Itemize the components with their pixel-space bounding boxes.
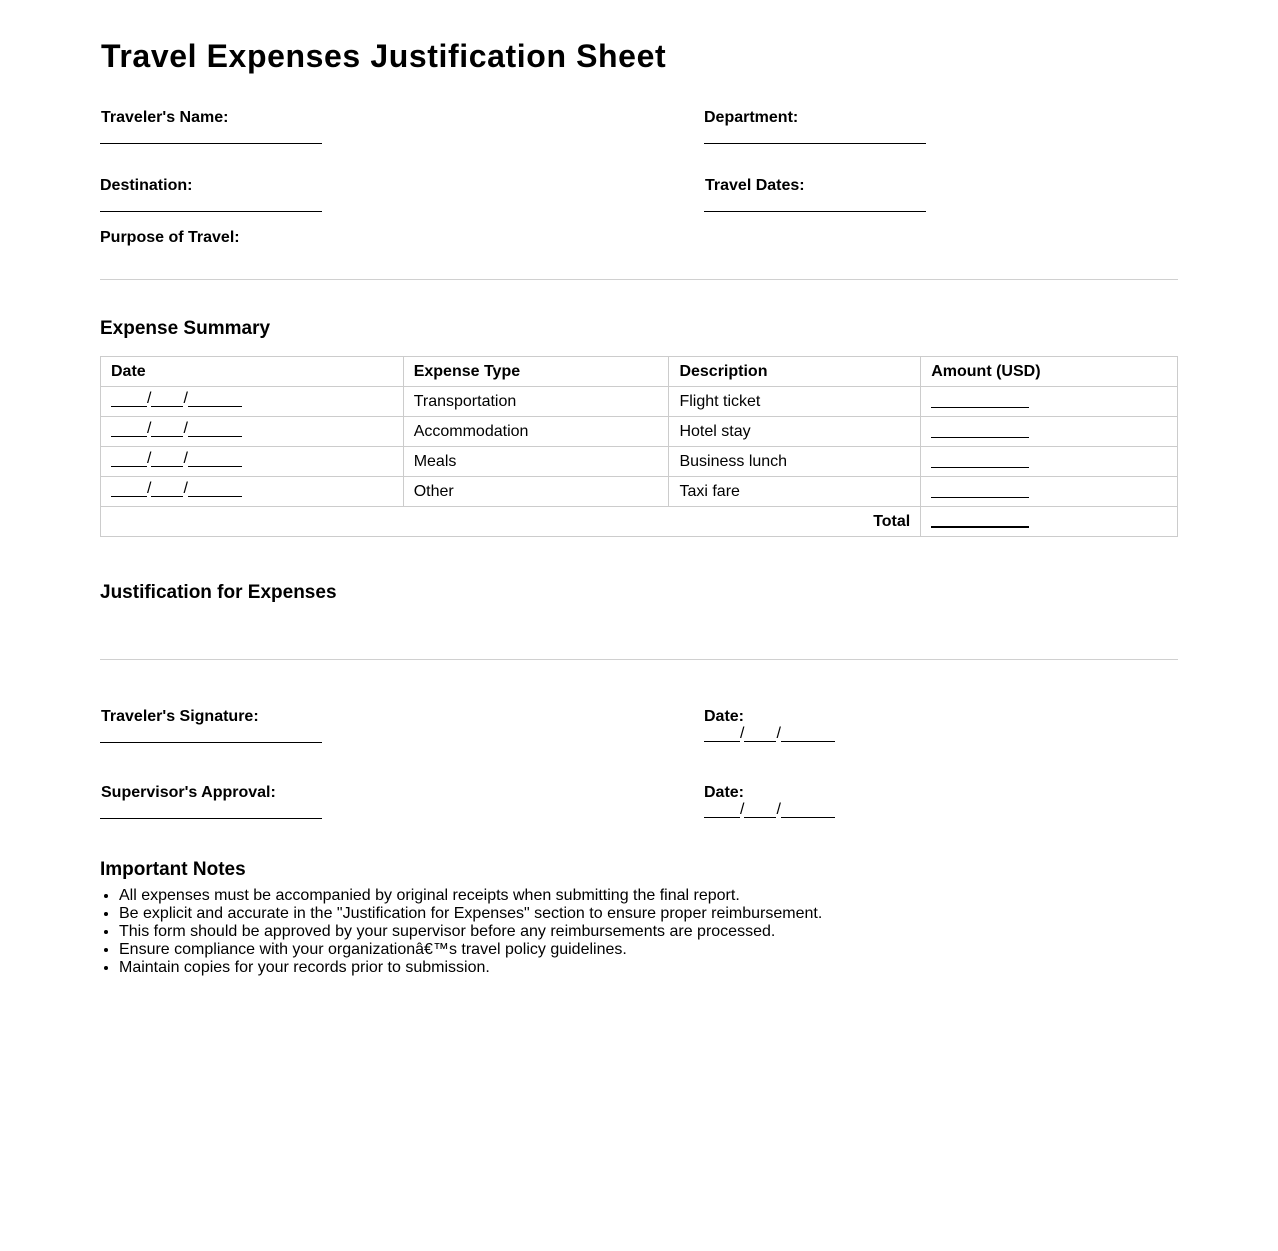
table-row [101, 417, 1178, 447]
date-cell[interactable] [101, 477, 404, 507]
expense-type-cell: Accommodation [403, 417, 669, 447]
date-blank[interactable]: / / [704, 802, 835, 818]
date-cell[interactable] [101, 387, 404, 417]
total-label: Total [101, 507, 921, 537]
list-item: • All expenses must be accompanied by original receipts when submitting the final report. [119, 887, 822, 905]
expense-type-cell: Other [403, 477, 669, 507]
description-cell: Hotel stay [669, 417, 921, 447]
date-blank[interactable]: / / [111, 421, 242, 437]
list-item: • Maintain copies for your records prior to submission. [119, 959, 822, 977]
expense-summary-heading: Expense Summary [100, 318, 271, 339]
department-label: Department: [704, 109, 799, 126]
expense-table [100, 356, 1178, 537]
amount-blank[interactable] [931, 485, 1029, 498]
amount-cell[interactable] [921, 387, 1178, 417]
total-amount-blank[interactable] [931, 514, 1029, 528]
column-header-description: Description [669, 357, 921, 387]
date-blank[interactable]: / / [111, 481, 242, 497]
date-cell[interactable] [101, 417, 404, 447]
purpose-label: Purpose of Travel: [100, 229, 240, 246]
traveler-signature-label: Traveler's Signature: [101, 708, 259, 725]
date-cell[interactable] [101, 447, 404, 477]
amount-blank[interactable] [931, 395, 1029, 408]
traveler-date-label: Date: [704, 708, 745, 725]
destination-line[interactable] [100, 211, 322, 212]
justification-divider [100, 659, 1178, 660]
travel-dates-label: Travel Dates: [705, 177, 805, 194]
department-line[interactable] [704, 143, 926, 144]
description-cell: Flight ticket [669, 387, 921, 417]
table-header-row [101, 357, 1178, 387]
column-header-expense-type: Expense Type [403, 357, 669, 387]
description-cell: Business lunch [669, 447, 921, 477]
total-amount-cell[interactable] [921, 507, 1178, 537]
amount-cell[interactable] [921, 447, 1178, 477]
column-header-amount: Amount (USD) [921, 357, 1178, 387]
justification-heading: Justification for Expenses [100, 582, 337, 603]
page-title: Travel Expenses Justification Sheet [101, 38, 667, 74]
travelers-name-line[interactable] [100, 143, 322, 144]
amount-cell[interactable] [921, 417, 1178, 447]
supervisor-date-label: Date: [704, 784, 745, 801]
amount-blank[interactable] [931, 455, 1029, 468]
table-row [101, 447, 1178, 477]
date-blank[interactable]: / / [111, 451, 242, 467]
travel-dates-line[interactable] [704, 211, 926, 212]
amount-cell[interactable] [921, 477, 1178, 507]
expense-type-cell: Meals [403, 447, 669, 477]
list-item: • Be explicit and accurate in the "Justification for Expenses" section to ensure proper reimbursement. [119, 905, 822, 923]
divider [100, 279, 1178, 280]
traveler-date-field[interactable] [704, 726, 835, 747]
traveler-signature-line[interactable] [100, 742, 322, 743]
supervisor-approval-label: Supervisor's Approval: [101, 784, 276, 801]
list-item: • This form should be approved by your supervisor before any reimbursements are processed. [119, 923, 822, 941]
supervisor-date-field[interactable] [704, 802, 835, 823]
date-blank[interactable]: / / [704, 726, 835, 742]
supervisor-approval-line[interactable] [100, 818, 322, 819]
amount-blank[interactable] [931, 425, 1029, 438]
table-row [101, 477, 1178, 507]
travelers-name-label: Traveler's Name: [101, 109, 229, 126]
description-cell: Taxi fare [669, 477, 921, 507]
important-notes-heading: Important Notes [100, 859, 246, 880]
expense-type-cell: Transportation [403, 387, 669, 417]
list-item: • Ensure compliance with your organizationâ€™s travel policy guidelines. [119, 941, 822, 959]
date-blank[interactable]: / / [111, 391, 242, 407]
notes-list [100, 887, 822, 977]
destination-label: Destination: [100, 177, 193, 194]
total-row [101, 507, 1178, 537]
column-header-date: Date [101, 357, 404, 387]
table-row [101, 387, 1178, 417]
